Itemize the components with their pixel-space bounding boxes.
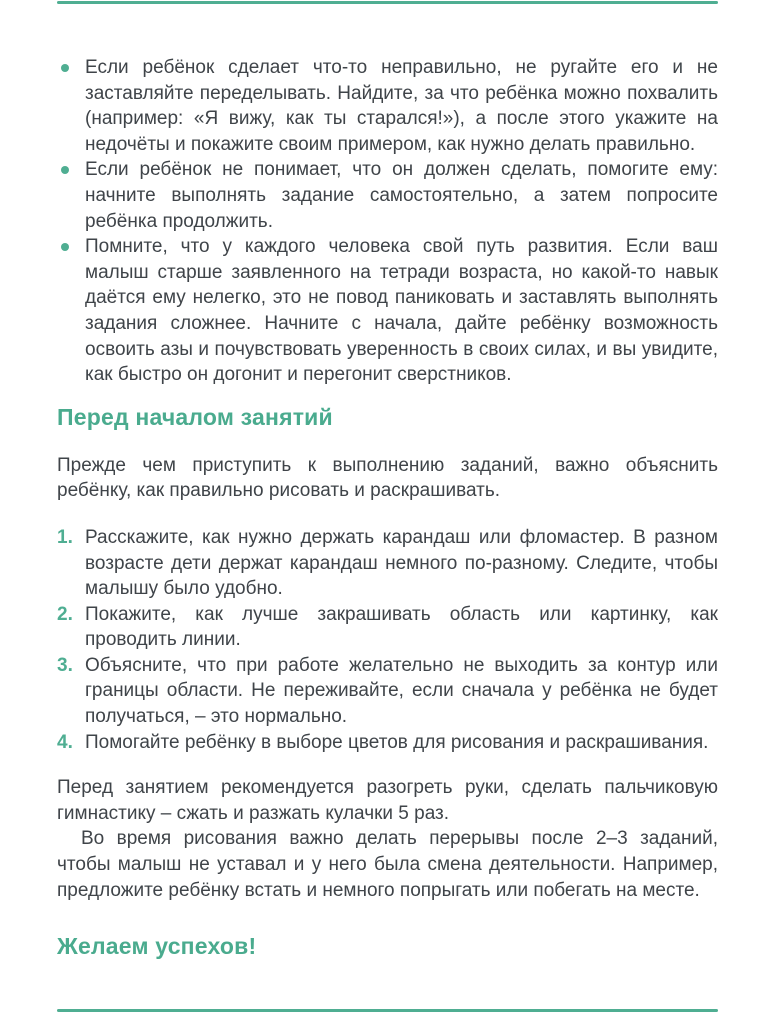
numbered-item-marker: 3. bbox=[57, 654, 73, 676]
numbered-item-marker: 1. bbox=[57, 526, 73, 548]
instructions-numbered-list bbox=[57, 525, 718, 755]
outro-paragraph-1: Перед занятием рекомендуется разогреть руки, сделать пальчиковую гимнастику – сжать и разжать кулачки 5 раз. bbox=[57, 777, 718, 824]
bullet-item bbox=[57, 55, 718, 157]
bullet-item-text: Помните, что у каждого человека свой путь развития. Если ваш малыш старше заявленного на тетради возраста, но какой-то навык даётся ему нелегко, это не повод паниковать и заставлять выполнять задания сложнее. Начните с начала, дайте ребёнку возможность освоить азы и почувствовать уверенность в своих силах, и вы увидите, как быстро он догонит и перегонит сверстников. bbox=[85, 236, 718, 386]
section-heading: Перед началом занятий bbox=[57, 403, 333, 430]
bottom-border-rule bbox=[57, 1009, 718, 1012]
bullet-item-text: Если ребёнок сделает что-то неправильно, не ругайте его и не заставляйте переделывать. Найдите, за что ребёнка можно похвалить (например: «Я вижу, как ты старался!»), а после этого укажите на недочёты и покажите своим примером, как нужно делать правильно. bbox=[85, 57, 718, 155]
bullet-icon bbox=[61, 243, 69, 251]
numbered-item-text: Покажите, как лучше закрашивать область или картинку, как проводить линии. bbox=[85, 603, 718, 651]
numbered-item-text: Помогайте ребёнку в выборе цветов для рисования и раскрашивания. bbox=[85, 731, 709, 753]
numbered-item bbox=[57, 602, 718, 653]
closing-heading: Желаем успехов! bbox=[57, 933, 257, 960]
numbered-item bbox=[57, 525, 718, 602]
numbered-item bbox=[57, 653, 718, 730]
bullet-icon bbox=[61, 166, 69, 174]
numbered-item-text: Объясните, что при работе желательно не выходить за контур или границы области. Не переживайте, если сначала у ребёнка не будет получаться, – это нормально. bbox=[85, 654, 718, 728]
intro-paragraph: Прежде чем приступить к выполнению заданий, важно объяснить ребёнку, как правильно рисовать и раскрашивать. bbox=[57, 454, 718, 502]
numbered-item-marker: 4. bbox=[57, 731, 73, 753]
bullet-item bbox=[57, 157, 718, 234]
bullet-item bbox=[57, 234, 718, 388]
bullet-item-text: Если ребёнок не понимает, что он должен сделать, помогите ему: начните выполнять задание самостоятельно, а затем попросите ребёнка продолжить. bbox=[85, 159, 718, 232]
numbered-item-text: Расскажите, как нужно держать карандаш или фломастер. В разном возрасте дети держат карандаш немного по-разному. Следите, чтобы малышу было удобно. bbox=[85, 526, 718, 600]
tips-bullet-list bbox=[57, 55, 718, 388]
numbered-item-marker: 2. bbox=[57, 603, 73, 625]
numbered-item bbox=[57, 730, 718, 756]
outro-paragraph-2: Во время рисования важно делать перерывы после 2–3 заданий, чтобы малыш не уставал и у него была смена деятельности. Например, предложите ребёнку встать и немного попрыгать или побегать на месте. bbox=[57, 828, 718, 901]
bullet-icon bbox=[61, 64, 69, 72]
top-border-rule bbox=[57, 1, 718, 4]
